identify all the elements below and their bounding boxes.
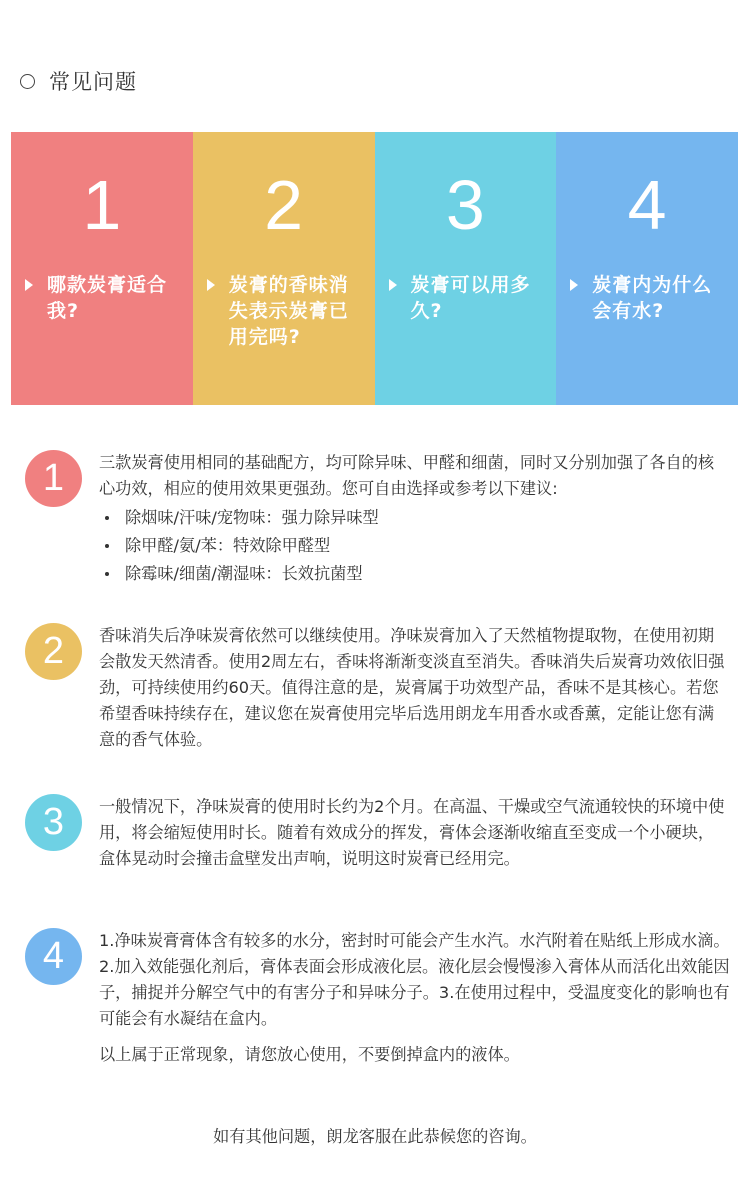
triangle-right-icon: [207, 279, 215, 291]
answer-text: 三款炭膏使用相同的基础配方，均可除异味、甲醛和细菌，同时又分别加强了各自的核心功效，相应的使用效果更强劲。您可自由选择或参考以下建议:: [99, 453, 715, 498]
faq-card-4[interactable]: [556, 132, 738, 405]
card-number: 4: [627, 166, 667, 244]
faq-card-3[interactable]: [375, 132, 557, 405]
card-question: 炭膏可以用多久?: [410, 274, 531, 322]
list-item: 除甲醛/氨/苯：特效除甲醛型: [105, 532, 730, 560]
bullet-icon: [105, 516, 109, 520]
section-header: [20, 66, 137, 96]
answer-text: 一般情况下，净味炭膏的使用时长约为2个月。在高温、干燥或空气流通较快的环境中使用，将会缩短使用时长。随着有效成分的挥发，膏体会逐渐收缩直至变成一个小硬块，盒体晃动时会撞击盒壁发出声响，说明这时炭膏已经用完。: [99, 797, 725, 868]
faq-cards: [11, 132, 738, 405]
triangle-right-icon: [389, 279, 397, 291]
bullet-icon: [105, 544, 109, 548]
recommendation-list: [99, 504, 730, 588]
answer-number-badge: 2: [25, 623, 82, 680]
bullet-icon: [105, 572, 109, 576]
faq-card-2[interactable]: [193, 132, 375, 405]
card-number: 2: [264, 166, 304, 244]
card-question: 炭膏的香味消失表示炭膏已用完吗?: [228, 274, 349, 348]
triangle-right-icon: [570, 279, 578, 291]
list-item: 除烟味/汗味/宠物味：强力除异味型: [105, 504, 730, 532]
answer-text: 香味消失后净味炭膏依然可以继续使用。净味炭膏加入了天然植物提取物，在使用初期会散发天然清香。使用2周左右，香味将渐渐变淡直至消失。香味消失后炭膏功效依旧强劲，可持续使用约60天。值得注意的是，炭膏属于功效型产品，香味不是其核心。若您希望香味持续存在，建议您在炭膏使用完毕后选用朗龙车用香水或香薰，定能让您有满意的香气体验。: [99, 626, 725, 749]
circle-icon: [20, 74, 35, 89]
answer-number-badge: 3: [25, 794, 82, 851]
answer-text: 1.净味炭膏膏体含有较多的水分，密封时可能会产生水汽。水汽附着在贴纸上形成水滴。2.加入效能强化剂后，膏体表面会形成液化层。液化层会慢慢渗入膏体从而活化出效能因子，捕捉并分解空气中的有害分子和异味分子。3.在使用过程中，受温度变化的影响也有可能会有水凝结在盒内。: [99, 931, 730, 1028]
answer-note: 以上属于正常现象，请您放心使用，不要倒掉盒内的液体。: [99, 1045, 520, 1064]
answer-number-badge: 1: [25, 450, 82, 507]
faq-card-1[interactable]: [11, 132, 193, 405]
card-question: 哪款炭膏适合我?: [47, 274, 168, 322]
section-title: 常见问题: [49, 70, 137, 94]
card-number: 1: [82, 166, 122, 244]
triangle-right-icon: [25, 279, 33, 291]
card-question: 炭膏内为什么会有水?: [592, 274, 713, 322]
answer-number-badge: 4: [25, 928, 82, 985]
footer-text: 如有其他问题，朗龙客服在此恭候您的咨询。: [213, 1127, 537, 1146]
list-item: 除霉味/细菌/潮湿味：长效抗菌型: [105, 560, 730, 588]
card-number: 3: [445, 166, 485, 244]
